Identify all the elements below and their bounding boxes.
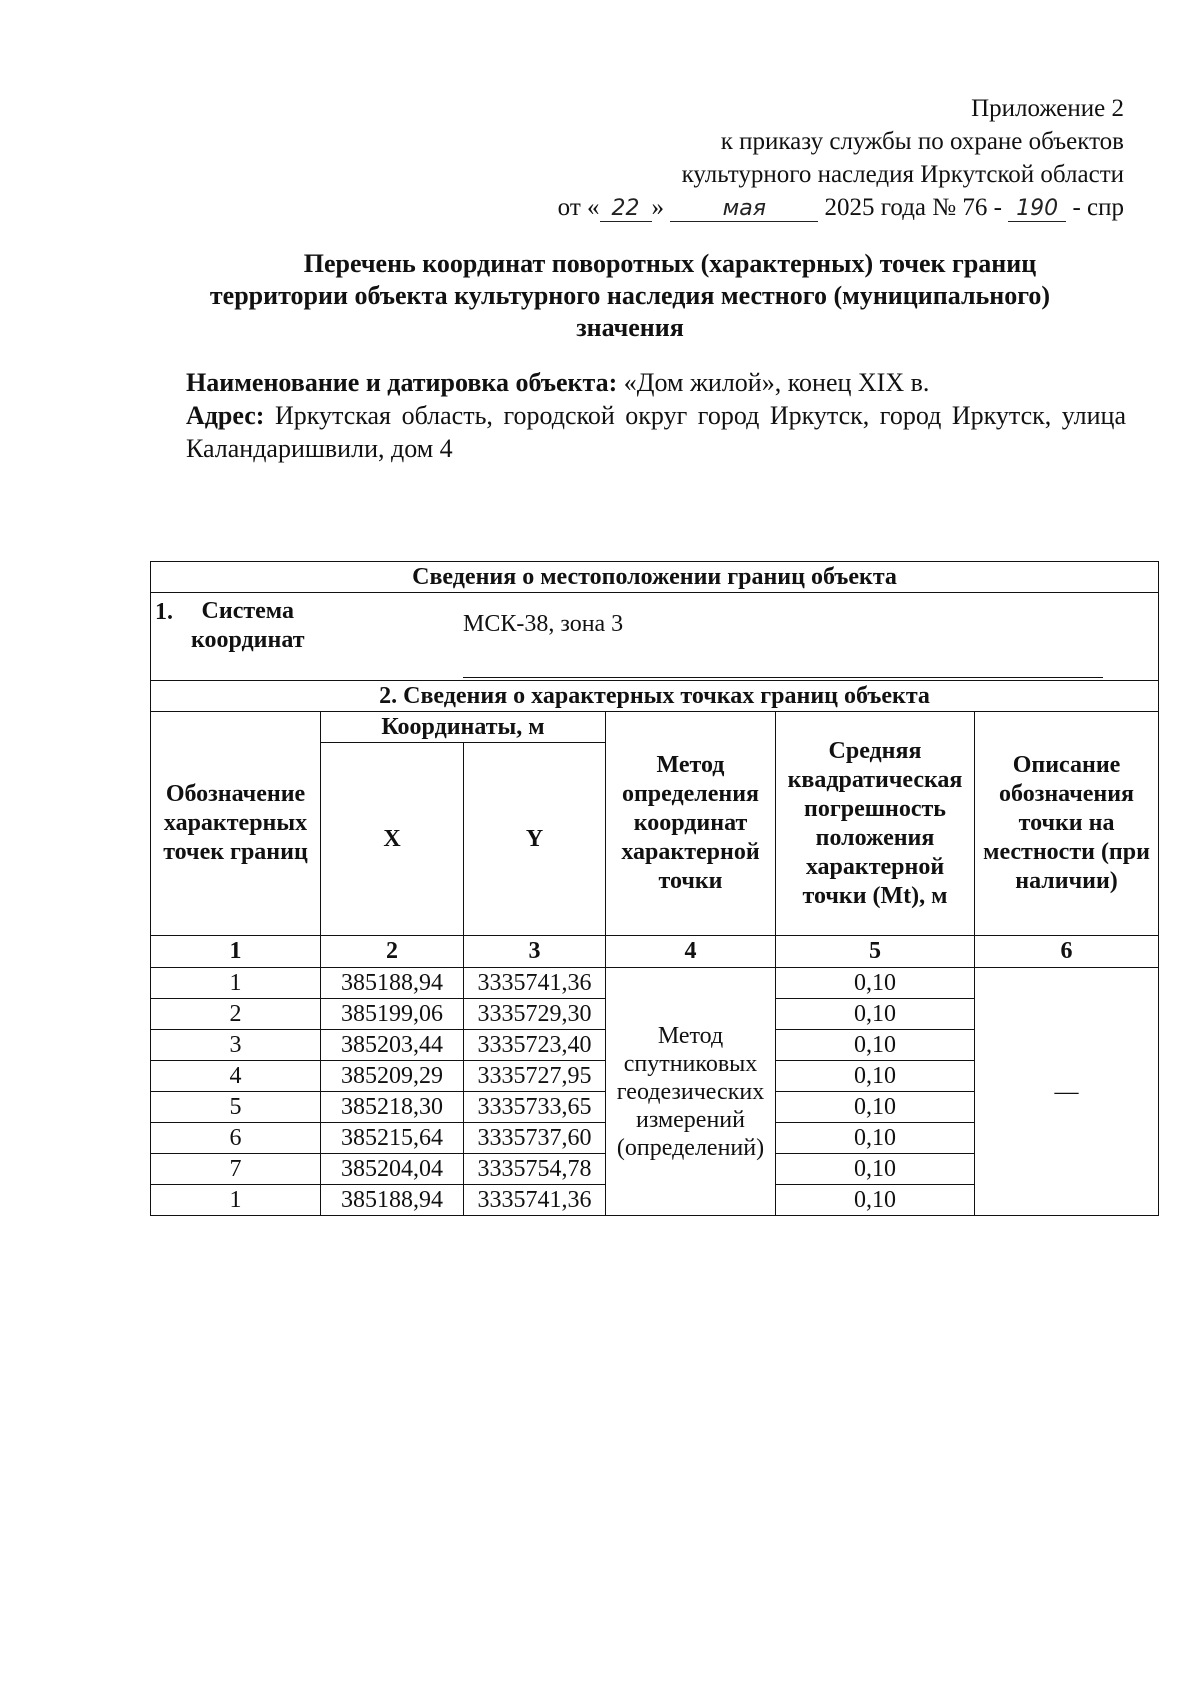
section-title: Сведения о местоположении границ объекта <box>151 562 1159 593</box>
system-label <box>191 597 305 655</box>
coord-x: 385209,29 <box>321 1061 464 1092</box>
coord-x: 385204,04 <box>321 1154 464 1185</box>
coord-x: 385215,64 <box>321 1123 464 1154</box>
col-x-header: X <box>321 743 464 936</box>
system-number: 1. <box>155 599 173 625</box>
col-description-header: Описание обозначения точки на местности (при наличии) <box>975 712 1159 936</box>
error-mt: 0,10 <box>776 1030 975 1061</box>
point-id: 2 <box>151 999 321 1030</box>
error-mt: 0,10 <box>776 968 975 999</box>
column-index: 1 <box>151 936 321 968</box>
coords-header: Координаты, м <box>321 712 606 743</box>
section-2-title: 2. Сведения о характерных точках границ объекта <box>151 681 1159 712</box>
coord-y: 3335754,78 <box>464 1154 606 1185</box>
column-index: 6 <box>975 936 1159 968</box>
coord-y: 3335727,95 <box>464 1061 606 1092</box>
point-id: 6 <box>151 1123 321 1154</box>
column-index: 5 <box>776 936 975 968</box>
date-year: 2025 года № 76 - <box>824 194 1002 221</box>
point-id: 3 <box>151 1030 321 1061</box>
error-mt: 0,10 <box>776 1092 975 1123</box>
coord-x: 385199,06 <box>321 999 464 1030</box>
coordinates-table <box>150 561 1159 1216</box>
object-info <box>186 366 1126 465</box>
col-error-header: Средняя квадратическая погрешность положения характерной точки (Mt), м <box>776 712 975 936</box>
column-index: 2 <box>321 936 464 968</box>
order-reference-line-2: культурного наследия Иркутской области <box>681 161 1124 188</box>
coord-x: 385218,30 <box>321 1092 464 1123</box>
col-y-header: Y <box>464 743 606 936</box>
title-line-1: Перечень координат поворотных (характерных) точек границ <box>303 249 1037 278</box>
system-label-line-2: координат <box>191 627 305 653</box>
coord-x: 385188,94 <box>321 1185 464 1216</box>
appendix-number: Приложение 2 <box>971 95 1124 122</box>
object-name-line <box>186 366 1126 399</box>
point-id: 5 <box>151 1092 321 1123</box>
coordinate-system-value: МСК-38, зона 3 <box>463 611 624 637</box>
coord-x: 385188,94 <box>321 968 464 999</box>
object-address-label: Адрес: <box>186 401 265 430</box>
coord-y: 3335737,60 <box>464 1123 606 1154</box>
point-id: 4 <box>151 1061 321 1092</box>
column-index: 3 <box>464 936 606 968</box>
order-reference-line-1: к приказу службы по охране объектов <box>720 128 1124 155</box>
description-cell: — <box>975 968 1159 1216</box>
system-underline <box>463 677 1103 678</box>
error-mt: 0,10 <box>776 1154 975 1185</box>
error-mt: 0,10 <box>776 1061 975 1092</box>
column-index: 4 <box>606 936 776 968</box>
coord-y: 3335729,30 <box>464 999 606 1030</box>
point-id: 1 <box>151 1185 321 1216</box>
system-label-line-1: Система <box>201 598 294 624</box>
coord-y: 3335741,36 <box>464 968 606 999</box>
error-mt: 0,10 <box>776 1123 975 1154</box>
coord-y: 3335723,40 <box>464 1030 606 1061</box>
col-method-header: Метод определения координат характерной точки <box>606 712 776 936</box>
handwritten-order-number: 190 <box>1008 197 1066 222</box>
point-id: 1 <box>151 968 321 999</box>
date-prefix: от « <box>557 194 600 221</box>
column-index-row <box>151 936 1159 968</box>
title-line-2: территории объекта культурного наследия местного (муниципального) <box>209 281 1051 310</box>
coord-x: 385203,44 <box>321 1030 464 1061</box>
document-title <box>150 248 1110 344</box>
date-mid: » <box>651 194 665 221</box>
coord-y: 3335733,65 <box>464 1092 606 1123</box>
object-name-value: «Дом жилой», конец XIX в. <box>623 368 930 397</box>
handwritten-day: 22 <box>600 197 652 222</box>
appendix-header <box>558 92 1124 224</box>
object-name-label: Наименование и датировка объекта: <box>186 368 618 397</box>
table-row <box>151 968 1159 999</box>
object-address-value: Иркутская область, городской округ город Иркутск, город Иркутск, улица Каландаришвили, дом 4 <box>186 401 1127 463</box>
col-designation-header: Обозначение характерных точек границ <box>151 712 321 936</box>
error-mt: 0,10 <box>776 999 975 1030</box>
order-date-line <box>558 191 1124 224</box>
object-address-line <box>186 399 1126 465</box>
error-mt: 0,10 <box>776 1185 975 1216</box>
order-suffix: - спр <box>1072 194 1124 221</box>
title-line-3: значения <box>576 313 684 342</box>
coordinate-system-cell <box>151 593 1159 681</box>
coord-y: 3335741,36 <box>464 1185 606 1216</box>
point-id: 7 <box>151 1154 321 1185</box>
handwritten-month: мая <box>670 197 818 222</box>
method-cell: Метод спутниковых геодезических измерений (определений) <box>606 968 776 1216</box>
